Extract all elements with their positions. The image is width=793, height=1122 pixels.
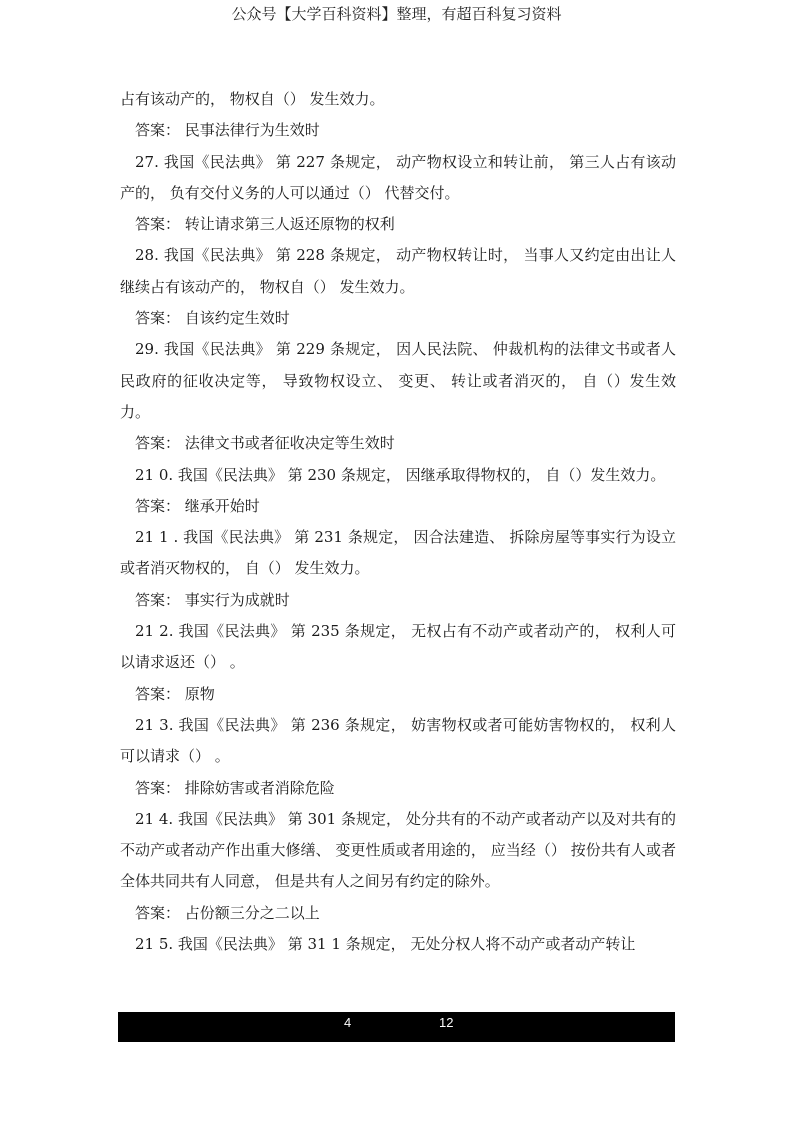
page-number: 4 <box>344 1015 352 1030</box>
question-paragraph: 21 1 . 我国《民法典》 第 231 条规定， 因合法建造、 拆除房屋等事实行为设立或者消灭物权的， 自（） 发生效力。 <box>120 528 676 578</box>
answer-line: 答案： 自该约定生效时 <box>135 309 290 328</box>
answer-line: 答案： 事实行为成就时 <box>135 590 290 609</box>
answer-line: 答案： 转让请求第三人返还原物的权利 <box>135 215 395 234</box>
page-header: 公众号【大学百科资料】整理，有超百科复习资料 <box>231 5 562 23</box>
document-body <box>120 84 676 960</box>
total-pages: 12 <box>439 1015 454 1030</box>
question-paragraph: 28. 我国《民法典》 第 228 条规定， 动产物权转让时， 当事人又约定由出让人继续占有该动产的， 物权自（） 发生效力。 <box>120 246 676 296</box>
answer-line: 答案： 法律文书或者征收决定等生效时 <box>135 434 395 453</box>
question-paragraph: 21 0. 我国《民法典》 第 230 条规定， 因继承取得物权的， 自（）发生效力。 <box>135 465 666 484</box>
question-paragraph: 21 3. 我国《民法典》 第 236 条规定， 妨害物权或者可能妨害物权的， 权利人可以请求（） 。 <box>120 715 676 766</box>
question-paragraph: 29. 我国《民法典》 第 229 条规定， 因人民法院、 仲裁机构的法律文书或者人民政府的征收决定等， 导致物权设立、 变更、 转让或者消灭的， 自（）发生效力。 <box>120 340 676 421</box>
question-paragraph: 21 2. 我国《民法典》 第 235 条规定， 无权占有不动产或者动产的， 权利人可以请求返还（） 。 <box>120 622 676 672</box>
continued-text: 占有该动产的， 物权自（） 发生效力。 <box>120 90 385 108</box>
answer-line: 答案： 民事法律行为生效时 <box>135 121 320 140</box>
answer-line: 答案： 继承开始时 <box>135 496 260 515</box>
answer-line: 答案： 占份额三分之二以上 <box>135 903 320 922</box>
question-paragraph: 21 5. 我国《民法典》 第 31 1 条规定， 无处分权人将不动产或者动产转让 <box>135 935 636 954</box>
question-paragraph: 27. 我国《民法典》 第 227 条规定， 动产物权设立和转让前， 第三人占有该动产的， 负有交付义务的人可以通过（） 代替交付。 <box>120 152 676 202</box>
page-footer <box>118 1012 675 1042</box>
question-paragraph: 21 4. 我国《民法典》 第 301 条规定， 处分共有的不动产或者动产以及对共有的不动产或者动产作出重大修缮、 变更性质或者用途的， 应当经（） 按份共有人或者全体共同共有人同意， 但是共有人之间另有约定的除外。 <box>120 809 676 891</box>
answer-line: 答案： 原物 <box>135 684 215 703</box>
answer-line: 答案： 排除妨害或者消除危险 <box>135 778 335 797</box>
